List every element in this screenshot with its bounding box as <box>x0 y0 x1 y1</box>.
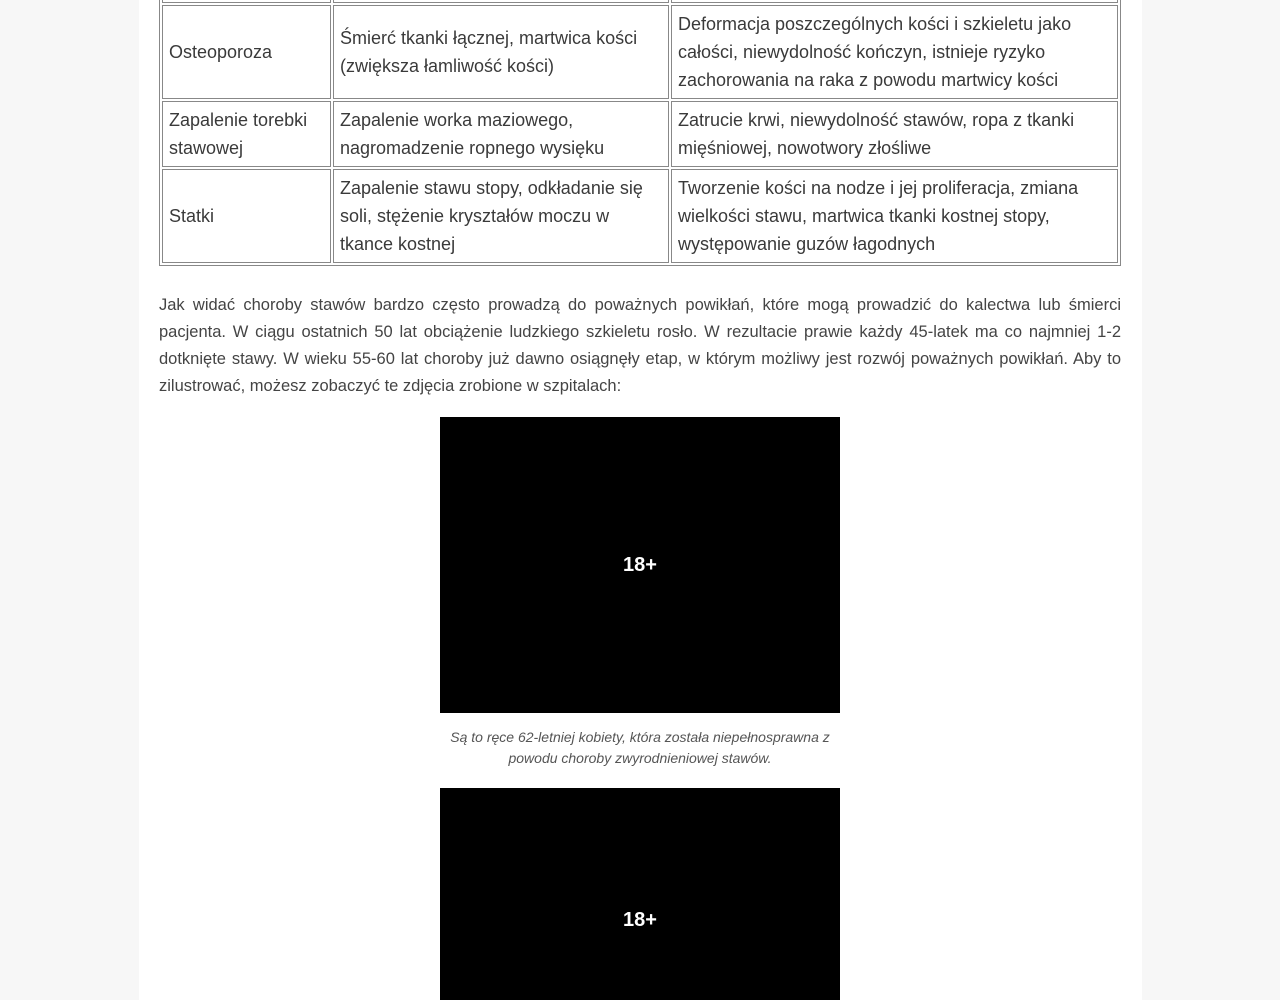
figure <box>440 788 840 1000</box>
table-cell-cause: Śmierć tkanki łącznej, martwica kości (zwiększa łamliwość kości) <box>333 5 669 99</box>
age-restriction-label: 18+ <box>623 553 657 576</box>
figure-caption: Są to ręce 62-letniej kobiety, która została niepełnosprawna z powodu choroby zwyrodnieniowej stawów. <box>450 729 830 766</box>
table-cell-name <box>162 0 331 3</box>
article-paragraph: Jak widać choroby stawów bardzo często prowadzą do poważnych powikłań, które mogą prowadzić do kalectwa lub śmierci pacjenta. W ciągu ostatnich 50 lat obciążenie ludzkiego szkieletu rosło. W rezultacie prawie każdy 45-latek ma co najmniej 1-2 dotknięte stawy. W wieku 55-60 lat choroby już dawno osiągnęły etap, w którym możliwy jest rozwój poważnych powikłań. Aby to zilustrować, możesz zobaczyć te zdjęcia zrobione w szpitalach: <box>159 296 1121 395</box>
figure <box>440 417 840 769</box>
censored-image[interactable] <box>440 788 840 1000</box>
table-cell-cause: Zapalenie worka maziowego, nagromadzenie ropnego wysięku <box>333 101 669 167</box>
table-row <box>162 169 1118 263</box>
table-cell-complication: Tworzenie kości na nodze i jej proliferacja, zmiana wielkości stawu, martwica tkanki kostnej stopy, występowanie guzów łagodnych <box>671 169 1118 263</box>
table-cell-name: Osteoporoza <box>162 5 331 99</box>
table-cell-complication <box>671 0 1118 3</box>
table-row <box>162 5 1118 99</box>
table-cell-complication: Zatrucie krwi, niewydolność stawów, ropa z tkanki mięśniowej, nowotwory złośliwe <box>671 101 1118 167</box>
table-row <box>162 0 1118 3</box>
table-row <box>162 101 1118 167</box>
censored-image[interactable] <box>440 417 840 713</box>
table-cell-name: Zapalenie torebki stawowej <box>162 101 331 167</box>
disease-table <box>159 0 1121 266</box>
article-page <box>139 0 1142 1000</box>
table-cell-cause <box>333 0 669 3</box>
table-cell-cause: Zapalenie stawu stopy, odkładanie się soli, stężenie kryształów moczu w tkance kostnej <box>333 169 669 263</box>
age-restriction-label: 18+ <box>623 908 657 931</box>
table-cell-complication: Deformacja poszczególnych kości i szkieletu jako całości, niewydolność kończyn, istnieje ryzyko zachorowania na raka z powodu martwicy kości <box>671 5 1118 99</box>
table-cell-name: Statki <box>162 169 331 263</box>
